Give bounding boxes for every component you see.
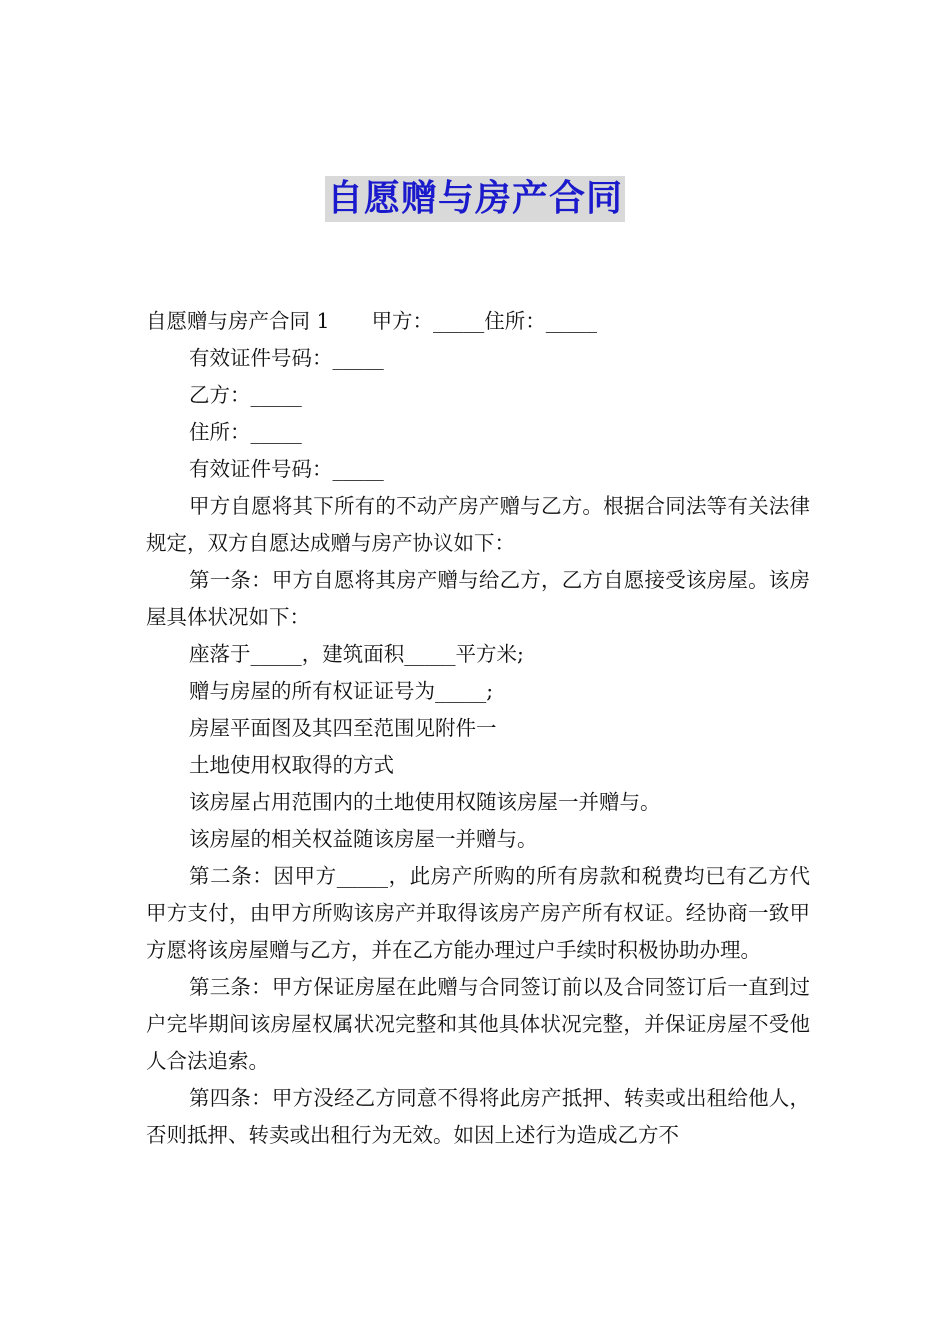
land-use-method-line: 土地使用权取得的方式 [189,753,394,777]
header-line [146,303,810,340]
preamble-paragraph: 甲方自愿将其下所有的不动产房产赠与乙方。根据合同法等有关法律规定，双方自愿达成赠与房产协议如下： [146,494,810,555]
article-2-paragraph: 第二条：因甲方_____，此房产所购的所有房款和税费均已有乙方代甲方支付，由甲方所购该房产并取得该房产房产所有权证。经协商一致甲方愿将该房屋赠与乙方，并在乙方能办理过户手续时积极协助办理。 [146,864,810,962]
party-b-id-line: 有效证件号码：_____ [189,457,384,481]
document-title: 自愿赠与房产合同 [325,176,625,222]
party-a-line: 甲方：_____住所：_____ [371,309,598,333]
article-4-paragraph: 第四条：甲方没经乙方同意不得将此房产抵押、转卖或出租给他人，否则抵押、转卖或出租行为无效。如因上述行为造成乙方不 [146,1086,810,1147]
contract-heading: 自愿赠与房产合同 1 [146,309,330,333]
title-area [0,176,950,222]
related-rights-line: 该房屋的相关权益随该房屋一并赠与。 [189,827,538,851]
party-b-address-line: 住所：_____ [189,420,302,444]
party-b-line: 乙方：_____ [189,383,302,407]
article-1-paragraph: 第一条：甲方自愿将其房产赠与给乙方，乙方自愿接受该房屋。该房屋具体状况如下： [146,568,810,629]
certificate-line: 赠与房屋的所有权证证号为_____; [189,679,494,703]
location-line: 座落于_____，建筑面积_____平方米; [189,642,524,666]
party-a-id-line: 有效证件号码：_____ [189,346,384,370]
floor-plan-line: 房屋平面图及其四至范围见附件一 [189,716,497,740]
document-body [146,303,810,1154]
land-use-right-line: 该房屋占用范围内的土地使用权随该房屋一并赠与。 [189,790,661,814]
article-3-paragraph: 第三条：甲方保证房屋在此赠与合同签订前以及合同签订后一直到过户完毕期间该房屋权属状况完整和其他具体状况完整，并保证房屋不受他人合法追索。 [146,975,810,1073]
